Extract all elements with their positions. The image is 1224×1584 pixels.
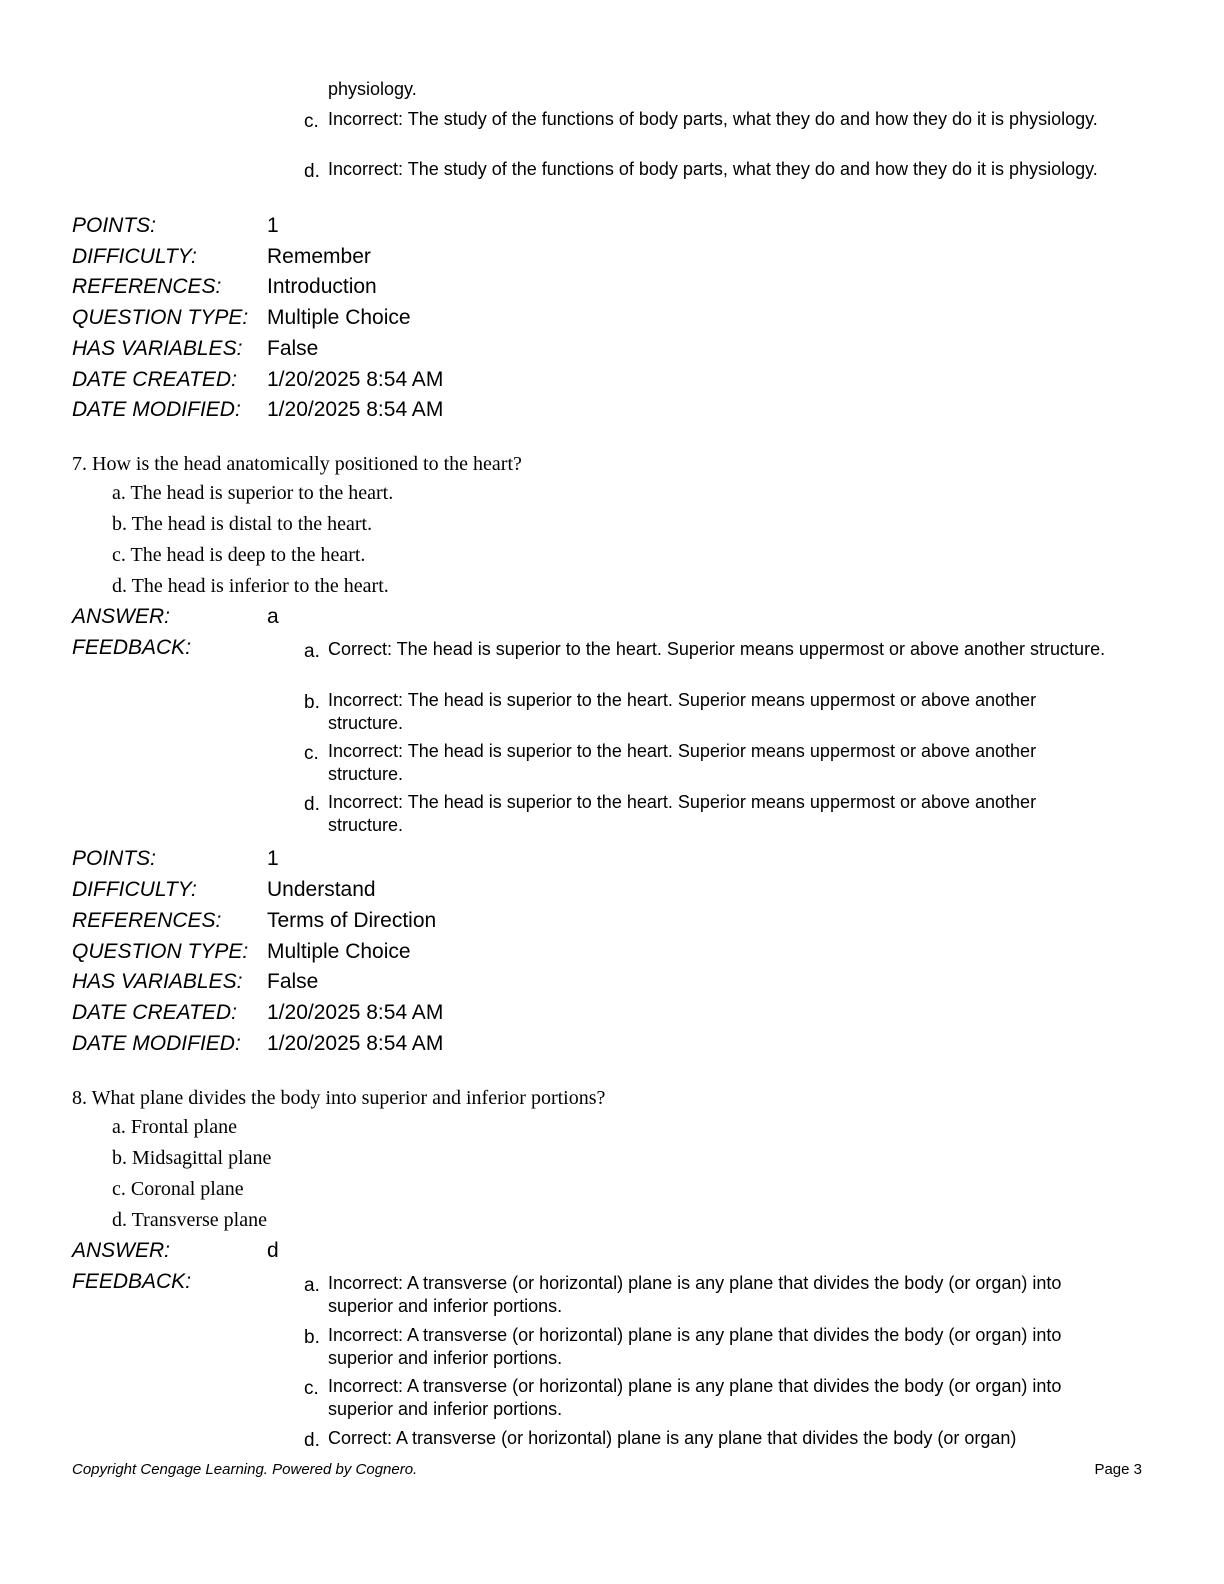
feedback-letter: a.: [304, 1275, 320, 1296]
question-7-option-b: b. The head is distal to the heart.: [112, 513, 373, 535]
meta-label: DIFFICULTY:: [72, 245, 197, 268]
feedback-text: Correct: A transverse (or horizontal) plane is any plane that divides the body (or organ): [328, 1428, 1017, 1448]
answer-value: a: [267, 605, 279, 628]
question-8-option-d: d. Transverse plane: [112, 1209, 267, 1231]
feedback-text: Incorrect: A transverse (or horizontal) plane is any plane that divides the body (or organ) into superior and inferior portions.: [328, 1325, 1062, 1368]
question-7-option-a: a. The head is superior to the heart.: [112, 482, 394, 504]
meta-value: Multiple Choice: [267, 940, 411, 963]
meta-label: POINTS:: [72, 847, 157, 870]
feedback-text: Incorrect: A transverse (or horizontal) plane is any plane that divides the body (or organ) into superior and inferior portions.: [328, 1376, 1062, 1419]
feedback-letter: c.: [304, 743, 319, 764]
meta-label: DATE MODIFIED:: [72, 398, 241, 421]
question-8-option-c: c. Coronal plane: [112, 1178, 244, 1200]
answer-value: d: [267, 1239, 279, 1262]
question-8-option-a: a. Frontal plane: [112, 1116, 237, 1138]
feedback-letter: c.: [304, 1378, 319, 1399]
feedback-text: Incorrect: The study of the functions of body parts, what they do and how they do it is physiology.: [328, 159, 1098, 179]
meta-label: REFERENCES:: [72, 275, 222, 298]
meta-label: DATE CREATED:: [72, 368, 237, 391]
meta-label: DATE CREATED:: [72, 1001, 237, 1024]
feedback-text: Incorrect: The study of the functions of body parts, what they do and how they do it is physiology.: [328, 109, 1098, 129]
meta-value: 1/20/2025 8:54 AM: [267, 1032, 444, 1055]
feedback-letter: d.: [304, 794, 320, 815]
carryover-first-line: physiology.: [328, 79, 417, 99]
footer-page-number: Page 3: [1094, 1461, 1142, 1478]
feedback-text: Correct: The head is superior to the heart. Superior means uppermost or above another structure.: [328, 639, 1106, 659]
meta-label: QUESTION TYPE:: [72, 306, 249, 329]
feedback-letter: c.: [304, 111, 319, 132]
question-7-option-c: c. The head is deep to the heart.: [112, 544, 366, 566]
feedback-text: Incorrect: The head is superior to the heart. Superior means uppermost or above another structure.: [328, 741, 1037, 784]
meta-value: Multiple Choice: [267, 306, 411, 329]
meta-label: QUESTION TYPE:: [72, 940, 249, 963]
answer-label: ANSWER:: [72, 605, 171, 628]
answer-label: ANSWER:: [72, 1239, 171, 1262]
feedback-text: Incorrect: The head is superior to the heart. Superior means uppermost or above another structure.: [328, 690, 1037, 733]
feedback-letter: b.: [304, 692, 320, 713]
meta-value: 1/20/2025 8:54 AM: [267, 398, 444, 421]
footer-copyright: Copyright Cengage Learning. Powered by Cognero.: [72, 1461, 418, 1478]
meta-label: HAS VARIABLES:: [72, 337, 243, 360]
meta-label: DATE MODIFIED:: [72, 1032, 241, 1055]
meta-value: False: [267, 337, 319, 360]
feedback-label: FEEDBACK:: [72, 636, 192, 659]
feedback-letter: a.: [304, 641, 320, 662]
meta-value: Understand: [267, 878, 376, 901]
meta-value: Introduction: [267, 275, 377, 298]
feedback-letter: b.: [304, 1327, 320, 1348]
meta-value: 1/20/2025 8:54 AM: [267, 1001, 444, 1024]
meta-label: REFERENCES:: [72, 909, 222, 932]
meta-label: POINTS:: [72, 214, 157, 237]
feedback-letter: d.: [304, 161, 320, 182]
feedback-letter: d.: [304, 1430, 320, 1451]
meta-label: HAS VARIABLES:: [72, 970, 243, 993]
meta-value: 1: [267, 214, 279, 237]
meta-value: 1/20/2025 8:54 AM: [267, 368, 444, 391]
feedback-text: Incorrect: A transverse (or horizontal) plane is any plane that divides the body (or organ) into superior and inferior portions.: [328, 1273, 1062, 1316]
question-8-option-b: b. Midsagittal plane: [112, 1147, 272, 1169]
meta-value: 1: [267, 847, 279, 870]
meta-value: False: [267, 970, 319, 993]
meta-value: Remember: [267, 245, 371, 268]
feedback-label: FEEDBACK:: [72, 1270, 192, 1293]
question-7-stem: 7. How is the head anatomically positioned to the heart?: [72, 453, 522, 475]
question-8-stem: 8. What plane divides the body into superior and inferior portions?: [72, 1087, 606, 1109]
meta-label: DIFFICULTY:: [72, 878, 197, 901]
feedback-text: Incorrect: The head is superior to the heart. Superior means uppermost or above another structure.: [328, 792, 1037, 835]
question-7-option-d: d. The head is inferior to the heart.: [112, 575, 389, 597]
meta-value: Terms of Direction: [267, 909, 437, 932]
